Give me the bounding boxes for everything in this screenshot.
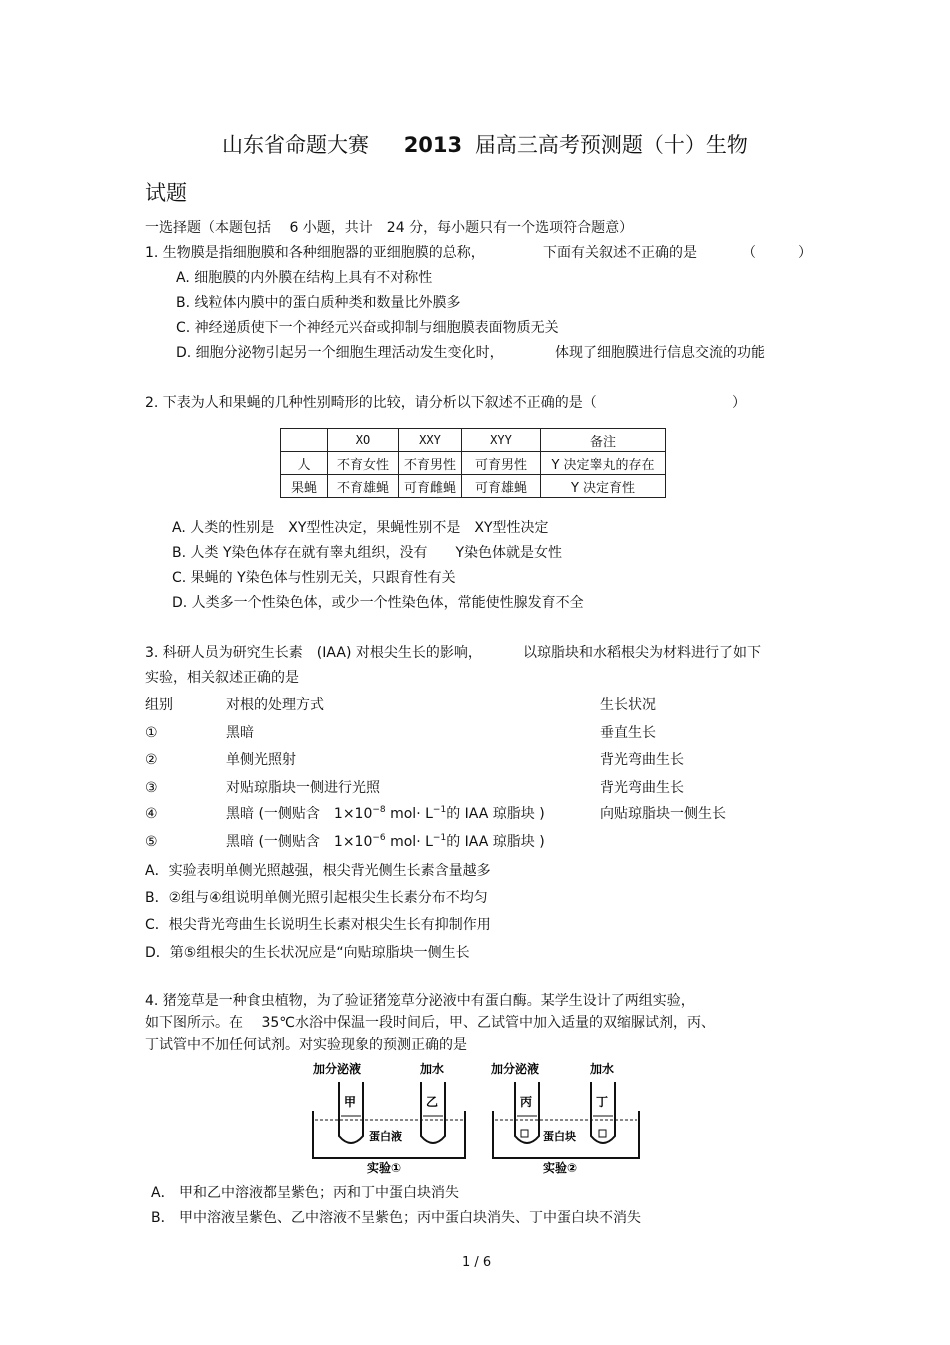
q3-option-c: C．根尖背光弯曲生长说明生长素对根尖生长有抑制作用	[145, 917, 491, 933]
treatment-text-end: 的 IAA 琼脂块 )	[446, 834, 545, 850]
q3-row-status: 垂直生长	[600, 725, 656, 741]
q2-option-a: A. 人类的性别是 XY型性决定，果蝇性别不是 XY型性决定	[172, 520, 549, 536]
q3-col-status: 生长状况	[600, 697, 656, 713]
table-row	[281, 475, 666, 498]
label-add-secretion-2: 加分泌液	[491, 1062, 540, 1076]
table-header-row	[281, 429, 666, 452]
title-part2: 届高三高考预测题（十）生物	[474, 133, 748, 157]
q3-col-group: 组别	[145, 697, 173, 713]
table-cell: 可育雌蝇	[399, 475, 462, 498]
q3-option-d: D．第⑤组根尖的生长状况应是“向贴琼脂块一侧生长	[145, 945, 470, 961]
q3-row-status: 向贴琼脂块一侧生长	[600, 806, 726, 822]
protein-block-ding	[599, 1130, 606, 1137]
q4-stem-line2: 如下图所示。在 35℃水浴中保温一段时间后，甲、乙试管中加入适量的双缩脲试剂，丙、	[145, 1015, 715, 1031]
q3-stem-line2: 实验，相关叙述正确的是	[145, 670, 299, 686]
exponent: −1	[432, 833, 447, 843]
q2-option-b: B. 人类 Y染色体存在就有睾丸组织，没有 Y染色体就是女性	[172, 545, 563, 561]
q1-option-a: A. 细胞膜的内外膜在结构上具有不对称性	[176, 270, 433, 286]
q3-row-group: ②	[145, 752, 158, 768]
treatment-text: 黑暗 (一侧贴含 1×10	[226, 834, 373, 850]
tube-yi	[421, 1082, 445, 1143]
table-header-cell	[281, 429, 328, 452]
q3-row-status: 背光弯曲生长	[600, 752, 684, 768]
q2-stem: 2. 下表为人和果蝇的几种性别畸形的比较，请分析以下叙述不正确的是（	[145, 395, 597, 411]
table-cell: 可育男性	[462, 452, 541, 475]
q1-stem-part1: 1. 生物膜是指细胞膜和各种细胞器的亚细胞膜的总称，	[145, 245, 485, 261]
table-header-cell: XXY	[399, 429, 462, 452]
table-cell: 人	[281, 452, 328, 475]
table-cell: 不育男性	[399, 452, 462, 475]
table-cell: 果蝇	[281, 475, 328, 498]
q3-row-treatment	[226, 833, 545, 851]
tube-jia	[339, 1082, 363, 1143]
q3-stem-part2: 以琼脂块和水稻根尖为材料进行了如下	[523, 645, 761, 661]
tube-ding	[591, 1082, 615, 1143]
label-add-secretion-1: 加分泌液	[313, 1062, 362, 1076]
page-title-line2: 试题	[145, 181, 187, 205]
title-year: 2013	[403, 133, 463, 157]
q2-paren-close: ）	[732, 395, 746, 411]
q3-row-treatment: 单侧光照射	[226, 752, 296, 768]
title-part1: 山东省命题大赛	[222, 133, 369, 157]
exponent: −8	[372, 805, 386, 815]
q3-stem: 3. 科研人员为研究生长素 (IAA) 对根尖生长的影响，	[145, 645, 482, 661]
q3-row-treatment	[226, 805, 545, 823]
table-header-cell: XO	[328, 429, 399, 452]
label-protein-solution: 蛋白液	[369, 1130, 402, 1143]
table-cell: Y 决定睾丸的存在	[541, 452, 666, 475]
q3-row-status: 背光弯曲生长	[600, 780, 684, 796]
table-cell: Y 决定育性	[541, 475, 666, 498]
tube-label-yi: 乙	[426, 1095, 439, 1109]
q2-option-c: C. 果蝇的 Y染色体与性别无关，只跟育性有关	[172, 570, 456, 586]
q1-stem	[145, 244, 485, 262]
treatment-unit: mol· L	[385, 834, 433, 850]
q1-answer-paren: （ ）	[742, 245, 812, 261]
treatment-text: 黑暗 (一侧贴含 1×10	[226, 806, 373, 822]
sex-abnormality-table	[280, 428, 666, 498]
exponent: −1	[432, 805, 447, 815]
q3-row-group: ③	[145, 780, 158, 796]
treatment-unit: mol· L	[385, 806, 433, 822]
table-cell: 可育雄蝇	[462, 475, 541, 498]
experiment-figure	[305, 1058, 645, 1176]
q1-option-d-part2: 体现了细胞膜进行信息交流的功能	[555, 345, 765, 361]
treatment-text-end: 的 IAA 琼脂块 )	[446, 806, 545, 822]
q4-option-b: B． 甲中溶液呈紫色、乙中溶液不呈紫色；丙中蛋白块消失、丁中蛋白块不消失	[151, 1210, 642, 1226]
tube-label-bing: 丙	[520, 1095, 533, 1109]
section-header: 一选择题（本题包括 6 小题，共计 24 分，每小题只有一个选项符合题意）	[145, 220, 634, 236]
q1-option-b: B. 线粒体内膜中的蛋白质种类和数量比外膜多	[176, 295, 461, 311]
label-protein-block: 蛋白块	[543, 1130, 576, 1143]
q3-row-treatment: 对贴琼脂块一侧进行光照	[226, 780, 380, 796]
q4-stem-line3: 丁试管中不加任何试剂。对实验现象的预测正确的是	[145, 1037, 467, 1053]
table-cell: 不育女性	[328, 452, 399, 475]
table-cell: 不育雄蝇	[328, 475, 399, 498]
q1-option-c: C. 神经递质使下一个神经元兴奋或抑制与细胞膜表面物质无关	[176, 320, 559, 336]
tube-label-jia: 甲	[344, 1095, 357, 1109]
table-header-cell: XYY	[462, 429, 541, 452]
q1-option-d: D. 细胞分泌物引起另一个细胞生理活动发生变化时，	[176, 345, 504, 361]
q1-stem-part2: 下面有关叙述不正确的是	[543, 245, 697, 261]
caption-exp2: 实验②	[543, 1161, 578, 1175]
exponent: −6	[372, 833, 386, 843]
q2-option-d: D. 人类多一个性染色体，或少一个性染色体，常能使性腺发育不全	[172, 595, 584, 611]
page-title	[222, 131, 748, 159]
q3-row-group: ④	[145, 806, 158, 822]
q4-stem-line1: 4. 猪笼草是一种食虫植物，为了验证猪笼草分泌液中有蛋白酶。某学生设计了两组实验，	[145, 993, 695, 1009]
q3-col-treatment: 对根的处理方式	[226, 697, 324, 713]
label-add-water-1: 加水	[420, 1062, 445, 1076]
table-row	[281, 452, 666, 475]
q3-row-group: ①	[145, 725, 158, 741]
tube-bing	[515, 1082, 539, 1143]
q3-option-b: B．②组与④组说明单侧光照引起根尖生长素分布不均匀	[145, 890, 488, 906]
q3-option-a: A．实验表明单侧光照越强，根尖背光侧生长素含量越多	[145, 863, 491, 879]
table-header-cell: 备注	[541, 429, 666, 452]
label-add-water-2: 加水	[590, 1062, 615, 1076]
q3-row-group: ⑤	[145, 834, 158, 850]
protein-block-bing	[521, 1130, 528, 1137]
tube-label-ding: 丁	[596, 1095, 609, 1109]
q4-option-a: A． 甲和乙中溶液都呈紫色；丙和丁中蛋白块消失	[151, 1185, 460, 1201]
q3-row-treatment: 黑暗	[226, 725, 254, 741]
page-number: 1 / 6	[462, 1255, 492, 1270]
caption-exp1: 实验①	[367, 1161, 402, 1175]
